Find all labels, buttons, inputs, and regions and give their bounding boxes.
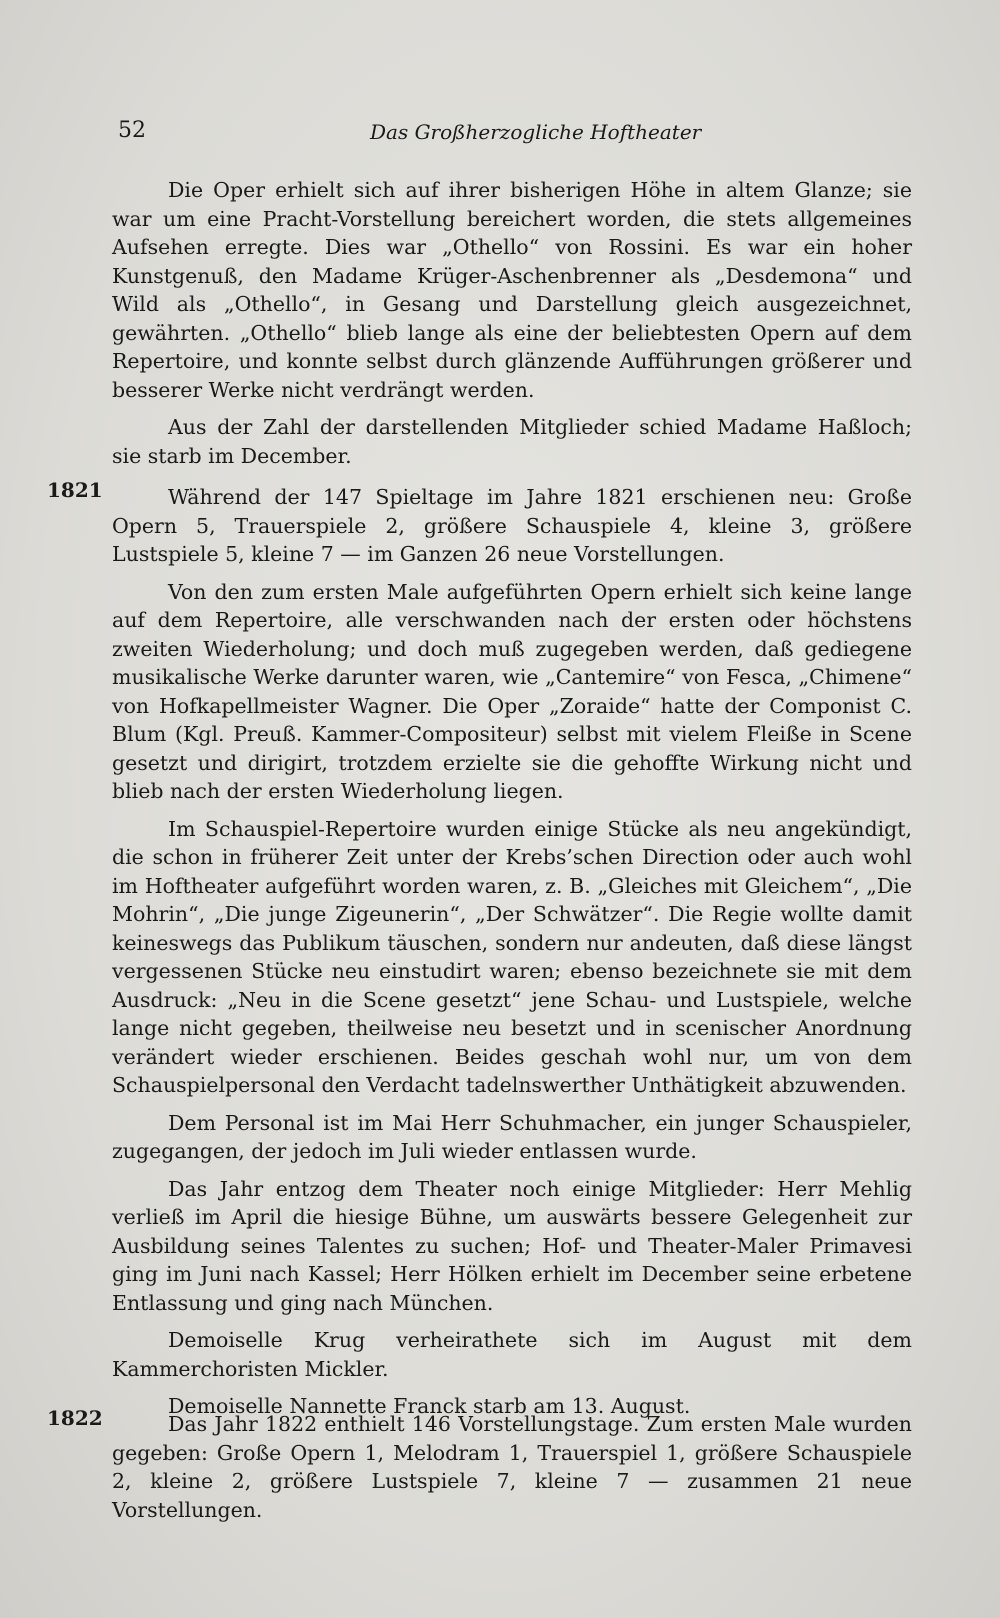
paragraph-1822-stats: Das Jahr 1822 enthielt 146 Vorstellungstage. Zum ersten Male wurden gegeben: Große Opern 1, Melodram 1, Trauerspiel 1, größere Schauspiele 2, kleine 2, größere Lustspiele 7, kleine 7 — zusammen 21 neue Vorstellungen. — [112, 1412, 912, 1522]
paragraph-1821-stats: Während der 147 Spieltage im Jahre 1821 erschienen neu: Große Opern 5, Trauerspiele 2, größere Schauspiele 4, kleine 3, größere Lustspiele 5, kleine 7 — im Ganzen 26 neue Vorstellungen. — [112, 485, 912, 566]
body-text-section-3 — [112, 1410, 912, 1533]
running-title: Das Großherzogliche Hoftheater — [370, 120, 702, 144]
paragraph-departures: Das Jahr entzog dem Theater noch einige Mitglieder: Herr Mehlig verließ im April die hiesige Bühne, um auswärts bessere Gelegenheit zur Ausbildung seines Talentes zu suchen; Hof- und Theater-Maler Primavesi ging im Juni nach Kassel; Herr Hölken erhielt im December seine erbetene Entlassung und ging nach München. — [112, 1176, 912, 1315]
margin-year-1821: 1821 — [47, 478, 103, 502]
paragraph-hassloch: Aus der Zahl der darstellenden Mitglieder schied Madame Haßloch; sie starb im December. — [112, 415, 912, 468]
page-header — [118, 118, 918, 148]
body-text-section-2 — [112, 483, 912, 1430]
paragraph-krug: Demoiselle Krug verheirathete sich im August mit dem Kammerchoristen Mickler. — [112, 1328, 912, 1381]
paragraph-new-operas: Von den zum ersten Male aufgeführten Opern erhielt sich keine lange auf dem Repertoire, alle verschwanden nach der ersten oder höchstens zweiten Wiederholung; und doch muß zugegeben werden, daß gediegene musikalische Werke darunter waren, wie „Cantemire“ von Fesca, „Chimene“ von Hofkapellmeister Wagner. Die Oper „Zoraide“ hatte der Componist C. Blum (Kgl. Preuß. Kammer-Compositeur) selbst mit vielem Fleiße in Scene gesetzt und dirigirt, trotzdem erzielte sie die gehoffte Wirkung nicht und blieb nach der ersten Wiederholung liegen. — [112, 579, 912, 803]
paragraph-franck: Demoiselle Nannette Franck starb am 13. August. — [168, 1394, 691, 1418]
page-number: 52 — [118, 118, 146, 143]
margin-year-1822: 1822 — [47, 1406, 103, 1430]
paragraph-schuhmacher: Dem Personal ist im Mai Herr Schuhmacher, ein junger Schauspieler, zugegangen, der jedoch im Juli wieder entlassen wurde. — [112, 1110, 912, 1163]
paragraph-othello: Die Oper erhielt sich auf ihrer bisherigen Höhe in altem Glanze; sie war um eine Pracht-Vorstellung bereichert worden, die stets allgemeines Aufsehen erregte. Dies war „Othello“ von Rossini. Es war ein hoher Kunstgenuß, den Madame Krüger-Aschenbrenner als „Desdemona“ und Wild als „Othello“, in Gesang und Darstellung gleich ausgezeichnet, gewährten. „Othello“ blieb lange als eine der beliebtesten Opern auf dem Repertoire, und konnte selbst durch glänzende Aufführungen größerer und besserer Werke nicht verdrängt werden. — [112, 178, 912, 402]
paragraph-schauspiel-repertoire: Im Schauspiel-Repertoire wurden einige Stücke als neu angekündigt, die schon in früherer Zeit unter der Krebs’schen Direction oder auch wohl im Hoftheater aufgeführt worden waren, z. B. „Gleiches mit Gleichem“, „Die Mohrin“, „Die junge Zigeunerin“, „Der Schwätzer“. Die Regie wollte damit keineswegs das Publikum täuschen, sondern nur andeuten, daß diese längst vergessenen Stücke neu einstudirt waren; ebenso bezeichnete sie mit dem Ausdruck: „Neu in die Scene gesetzt“ jene Schau- und Lustspiele, welche lange nicht gegeben, theilweise neu besetzt und in scenischer Anordnung verändert wieder erschienen. Beides geschah wohl nur, um von dem Schauspielpersonal den Verdacht tadelnswerther Unthätigkeit abzuwenden. — [112, 816, 912, 1097]
body-text-section-1 — [112, 176, 912, 479]
